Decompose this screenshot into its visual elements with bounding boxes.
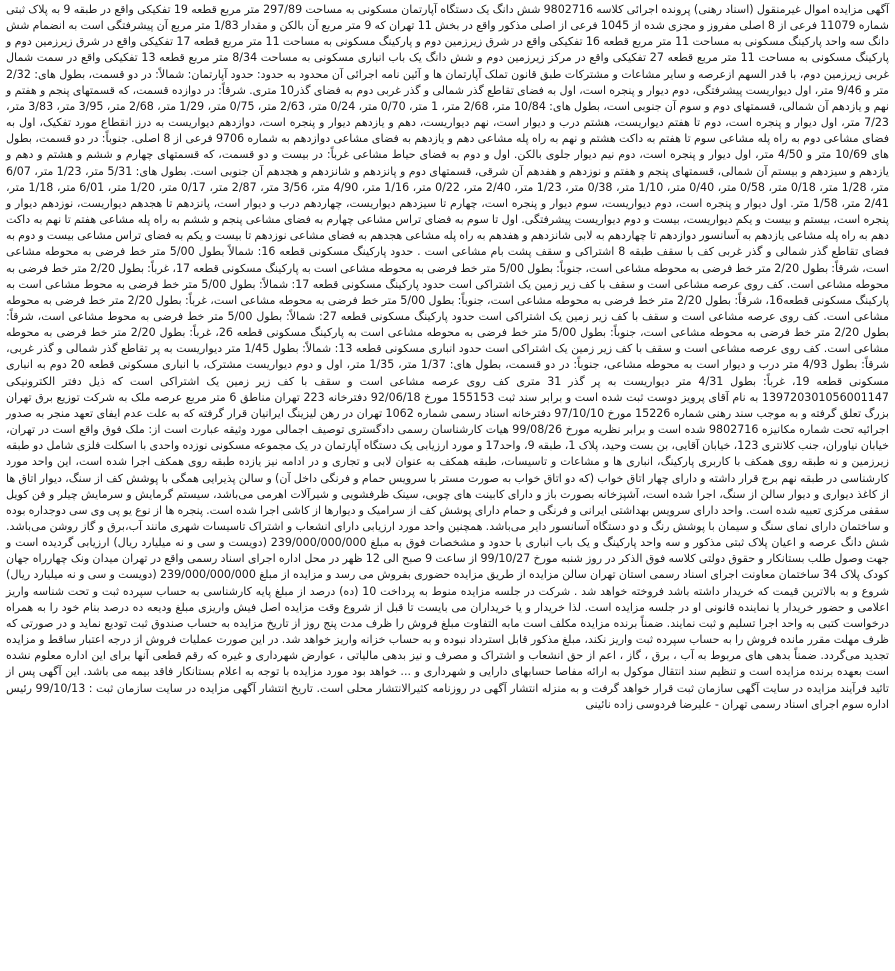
auction-notice xyxy=(6,2,889,713)
notice-body: پرونده اجرائی کلاسه 9802716 شش دانگ یک دستگاه آپارتمان مسکونی به مساحت 297/89 متر مربع قطعه 19 تفکیکی واقع در طبقه 9 به پلاک ثبتی شماره 11079 فرعی از 8 اصلی مفروز و مجزی شده از 1045 فرعی از اصلی مذکور واقع در بخش 11 تهران که 9 متر مربع آن بالکن و مقدار 1/83 متر مربع آن پیشرفتگی است به انضمام شش دانگ سه واحد پارکینگ مسکونی به مساحت 11 متر مربع قطعه 16 تفکیکی واقع در شرق زیرزمین دوم و پارکینگ مسکونی به مساحت 11 متر مربع قطعه 17 تفکیکی واقع در شرق زیرزمین دوم و پارکینگ مسکونی به مساحت 11 متر مربع قطعه 27 تفکیکی واقع در مرکز زیرزمین دوم و شش دانگ یک باب انباری مسکونی به مساحت 8/34 متر مربع قطعه 13 تفکیکی واقع در سمت شمال غربی زیرزمین دوم، با قدر السهم ازعرصه و سایر مشاعات و مشترکات طبق قانون تملک آپارتمان ها و آئین نامه اجرائی آن محدود به حدود: حدود آپارتمان: شمالاً: در دو قسمت، بطول های: 2/32 متر و 9/46 متر، اول دیواریست پیشرفتگی، دوم دیوار و پنجره است، اول به فضای تقاطع گذر شمالی و گذر غربی دوم به فضای گذر10 متری. شرقاً: در دوازده قسمت، که قسمتهای پنجم و هفتم و نهم و یازدهم آن شمالی، قسمتهای دوم و سوم آن جنوبی است، بطول های: 10/84 متر، 2/68 متر، 1 متر، 0/70 متر، 0/24 متر، 2/63 متر، 0/75 متر، 1/29 متر، 2/68 متر، 3/95 متر، 3/83 متر، 7/23 متر، اول دیوار و پنجره است، دوم تا هفتم دیواریست، هشتم درب و دیوار است، نهم دیواریست، دهم و یازدهم دیوار و پنجره است، دوازدهم دیواریست به درز انقطاع مورد تفکیک، اول به فضای مشاعی دوم به راه پله مشاعی سوم تا هفتم به داکت هشتم و نهم به راه پله مشاعی دهم و یازدهم به فضای مشاعی دوازدهم به شماره 9706 فرعی از 8 اصلی. جنوباً: در دو قسمت، بطول های 10/69 متر و 4/50 متر، اول دیوار و پنجره است، دوم نیم دیوار جلوی بالکن. اول و دوم به فضای حیاط مشاعی غرباً: در بیست و دو قسمت، که قسمتهای چهارم و ششم و هشتم و دهم و یازدهم و سیزدهم و بیستم آن شمالی، قسمتهای پنجم و هفتم و نوزدهم و هفدهم آن شرقی، قسمتهای دوم و پانزدهم و شانزدهم و هجدهم آن جنوبی است. بطول های: 5/31 متر، 1/23 متر، 6/07 متر، 1/28 متر، 0/18 متر، 0/58 متر، 0/40 متر، 1/10 متر، 0/38 متر، 1/23 متر، 2/40 متر، 0/22 متر، 1/16 متر، 4/90 متر، 3/56 متر، 2/87 متر، 0/17 متر، 1/20 متر، 6/01 متر، 1/18 متر، 2/41 متر، 1/58 متر. اول دیوار و پنجره است، دوم دیواریست، سوم دیوار و پنجره است، چهارم تا سیزدهم دیواریست، چهاردهم درب و دیوار است، پانزدهم تا هجدهم دیواریست، نوزدهم دیوار و پنجره است، بیستم و بیست و یکم دیواریست، بیست و دوم دیواریست پیشرفتگی. اول تا سوم به فضای تراس مشاعی چهارم به فضای مشاعی پنجم و ششم به راه پله مشاعی هفتم تا نهم به داکت دهم به راه پله مشاعی یازدهم به آسانسور دوازدهم تا چهاردهم به لابی شانزدهم و هفدهم به راه پله مشاعی هجدهم به فضای مشاعی نوزدهم تا بیست و یکم به فضای تراس مشاعی بیست و دوم به فضای تقاطع گذر شمالی و گذر غربی کف با سقف طبقه 8 اشتراکی و سقف پشت بام مشاعی است . حدود پارکینگ مسکونی قطعه 16: شمالاً بطول 5/00 متر خط فرضی به محوطه مشاعی است، شرقاً: بطول 2/20 متر خط فرضی به محوطه مشاعی است، جنوباً: بطول 5/00 متر خط فرضی به محوطه مشاعی است به پارکینگ مسکونی قطعه 17، غرباً: بطول 2/20 متر خط فرضی به محوطه مشاعی است. کف روی عرصه مشاعی است و سقف با کف زیر زمین یک اشتراکی است حدود پارکینگ مسکونی قطعه 17: شمالاً: بطول 5/00 متر خط فرضی به محوط مشاعی است به پارکینگ مسکونی قطعه16، شرقاً: بطول 2/20 متر خط فرضی به محوطه مشاعی است، جنوباً: بطول 5/00 متر خط فرضی به محوطه مشاعی است، غرباً: بطول 2/20 متر خط فرضی به محوطه مشاعی است. کف روی عرصه مشاعی است و سقف با کف زیر زمین یک اشتراکی است حدود پارکینگ مسکونی قطعه 27: شمالاً: بطول 5/00 متر خط فرضی به محوط مشاعی است، شرقاً: بطول 2/20 متر خط فرضی به محوطه مشاعی است، جنوباً: بطول 5/00 متر خط فرضی به محوطه مشاعی است به پارکینگ مسکونی قطعه 26، غرباً: بطول 2/20 متر خط فرضی به محوطه مشاعی است. کف روی عرصه مشاعی است و سقف با کف زیر زمین یک اشتراکی است حدود انباری مسکونی قطعه 13: شمالاً: بطول 1/45 متر دیواریست به پر تقاطع گذر شمالی و گذر غربی، شرقاً: بطول 4/93 متر درب و دیوار است به محوطه مشاعی، جنوباً: در دو قسمت، بطول های: 1/37 متر، 1/35 متر، اول و دوم دیواریست مشترک، با انباری مسکونی قطعه 20 دوم به انباری مسکونی قطعه 19، غرباً: بطول 4/31 متر دیواریست به پر گذر 31 متری کف روی عرصه مشاعی است و سقف با کف زیر زمین یک اشتراکی است که ذیل دفتر الکترونیکی 139720301056001147 به نام آقای پرویز دوست ثبت شده است و برابر سند ثبت 155153 مورخ 92/06/18 دفترخانه 223 تهران مناطق 6 متر مربع عرصه ملک به شرکت توزیع برق تهران بزرگ تعلق گرفته و به موجب سند رهنی شماره 15226 مورخ 97/10/10 دفترخانه اسناد رسمی شماره 1062 تهران در رهن لیزینگ ایرانیان قرار گرفته که به علت عدم ایفای تعهد منجر به صدور اجرائیه تحت شماره مکانیزه 9802716 شده است و برابر نظریه مورخ 99/08/26 هیات کارشناسان رسمی دادگستری توصیف اجمالی مورد وثیقه عبارت است از: ملک فوق واقع است در تهران، خیابان نیاوران، جنب کلانتری 123، خیابان آقایی، بن بست وحید، پلاک 1، طبقه 9، واحد17 و مورد ارزیابی یک دستگاه آپارتمان در یک مجموعه مسکونی نوزده واحدی با اسکلت فلزی شامل دو طبقه زیرزمین و نه طبقه روی همکف با کاربری پارکینگ، انباری ها و مشاعات و تاسیسات، طبقه همکف به عنوان لابی و تجاری و در ادامه نیز یازده طبقه روی همکف اجرا شده است، این واحد مورد کارشناسی در طبقه نهم برج قرار داشته و دارای چهار اتاق خواب (که دو اتاق خواب به صورت مستر با سرویس حمام و فرنگی داخل آن) و سالن پذیرایی همگی با پوشش کف از سنگ، دیوار اتاق ها از کاغذ دیواری و دیوار سالن از سنگ، اجرا شده است، آشپزخانه بصورت باز و دارای کابینت های چوبی، سینک ظرفشویی و شیرآلات اهرمی می‌باشد، سیستم گرمایش و سرمایش چیلر و فن کویل سقفی مرکزی تعبیه شده است. واحد دارای سرویس بهداشتی ایرانی و فرنگی و حمام دارای پوشش کف از سرامیک و دیوارها از کاشی اجرا شده است. پنجره ها از نوع یو پی وی سی دوجداره بوده و ساختمان دارای نمای سنگ و سیمان با پوشش رنگ و دو دستگاه آسانسور دایر می‌باشد. همچنین واحد مورد ارزیابی دارای انشعاب و اشتراک تاسیسات شهری مانند آب،برق و گاز روشن می‌باشد. شش دانگ عرصه و اعیان پلاک ثبتی مذکور و سه واحد پارکینگ و یک باب انباری با حدود و مشخصات فوق به مبلغ 239/000/000/000 (دویست و سی و نه میلیارد ریال) ارزیابی گردیده است و جهت وصول طلب بستانکار و حقوق دولتی کلاسه فوق الذکر در روز شنبه مورخ 99/10/27 از ساعت 9 صبح الی 12 ظهر در محل اداره اجرای اسناد رسمی واقع در تهران میدان ونک چهارراه جهان کودک پلاک 34 ساختمان معاونت اجرای اسناد رسمی استان تهران سالن مزایده از طریق مزایده حضوری بفروش می رسد و مزایده از مبلغ 239/000/000/000 (دویست و سی و نه میلیارد ریال) شروع و به بالاترین قیمت که خریدار داشته باشد فروخته خواهد شد . شرکت در جلسه مزایده منوط به پرداخت 10 (ده) درصد از مبلغ پایه کارشناسی به حساب سپرده ثبت و تحت شناسه واریز اعلامی و حضور خریدار یا نماینده قانونی او در جلسه مزایده است. لذا خریدار و یا خریداران می بایست تا قبل از شروع وقت مزایده اصل فیش واریزی مبلغ ودیعه ده درصد بنام خود را به همراه درخواست کتبی به واحد اجرا تسلیم و ثبت نمایند. ضمناً برنده مزایده مکلف است مابه التفاوت مبلغ فروش را ظرف مدت پنج روز از تاریخ مزایده به حساب صندوق ثبت تودیع نماید و در صورتی که ظرف مهلت مقرر مانده فروش را به حساب سپرده ثبت واریز نکند، مبلغ مذکور قابل استرداد نبوده و به حساب خزانه واریز خواهد شد. در این صورت عملیات فروش از درجه اعتبار ساقط و مزایده تجدید می‌گردد. ضمناً بدهی های مربوط به آب ، برق ، گاز ، اعم از حق انشعاب و اشتراک و مصرف و نیز بدهی مالیاتی ، عوارض شهرداری و غیره که رقم قطعی آنها برای این اداره معلوم نشده است بعهده برنده مزایده است و تنظیم سند انتقال موکول به ارائه مفاصا حسابهای دارایی و شهرداری و ... خواهد بود مورد مزایده با توجه به اعلام بستانکار فاقد بیمه می باشد. این آگهی پس از تائید فرآیند مزایده در سایت آگهی سازمان ثبت قرار خواهد گرفت و به منزله انتشار آگهی در روزنامه کثیرالانتشار محلی است. تاریخ انتشار آگهی مزایده در سایت سازمان ثبت : 99/10/13 رئیس اداره سوم اجرای اسناد رسمی تهران - علیرضا فردوسی زاده نائینی xyxy=(6,3,890,711)
notice-title: آگهی مزایده اموال غیرمنقول (اسناد رهنی) xyxy=(693,3,889,16)
